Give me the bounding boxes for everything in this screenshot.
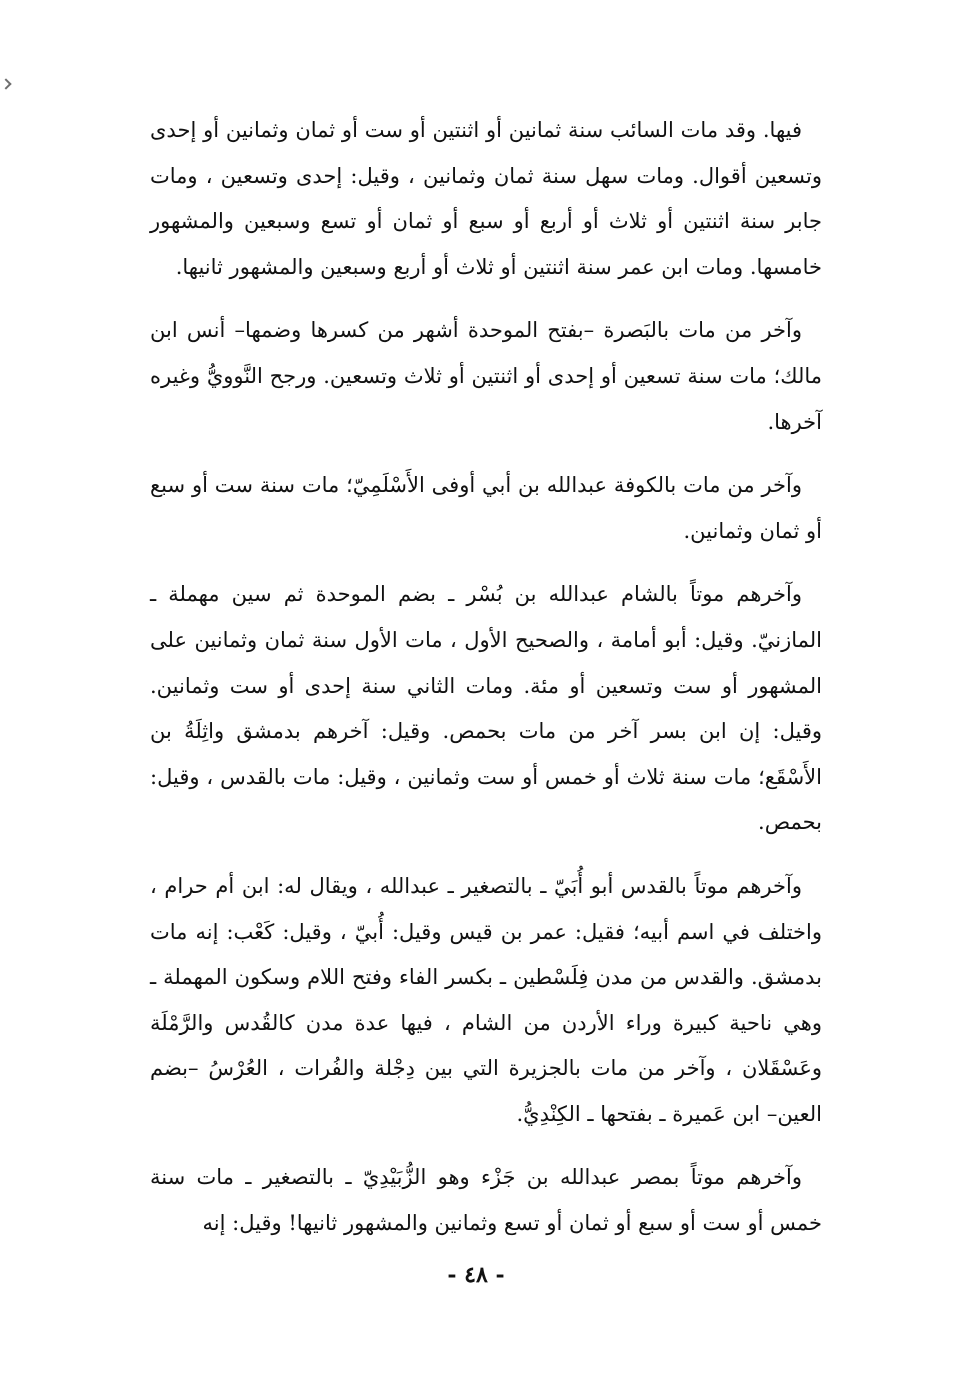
paragraph-1: فيها. وقد مات السائب سنة ثمانين أو اثنتين أو ست أو ثمان وثمانين أو إحدى وتسعين أقوال. ومات سهل سنة ثمان وثمانين ، وقيل: إحدى وتسعين ، ومات جابر سنة اثنتين أو ثلاث أو أربع أو سبع أو ثمان أو تسع وسبعين والمشهور خامسها. ومات ابن عمر سنة اثنتين أو ثلاث أو أربع وسبعين والمشهور ثانيها. — [150, 118, 822, 279]
paragraph-2: وآخر من مات بالبَصرة –بفتح الموحدة أشهر من كسرها وضمها– أنس ابن مالك؛ مات سنة تسعين أو إحدى أو اثنتين أو ثلاث وتسعين. ورجح النَّوويُّ وغيره آخرها. — [150, 318, 822, 434]
paragraph-5: وآخرهم موتاً بالقدس أبو أُبَيّ ـ بالتصغير ـ عبدالله ، ويقال له: ابن أم حرام ، واختلف في اسم أبيه؛ فقيل: عمر بن قيس وقيل: أُبيّ ، وقيل: كَعْب: إنه مات بدمشق. والقدس من مدن فِلَسْطين ـ بكسر الفاء وفتح اللام وسكون المهملة ـ وهي ناحية كبيرة وراء الأردن من الشام ، فيها عدة مدن كالقُدس والرَّمْلَة وعَسْقَلان ، وآخر من مات بالجزيرة التي بين دِجْلة والفُرات ، العُرْسُ –بضم العين– ابن عَميرة ـ بفتحها ـ الكِنْدِيُّ. — [150, 873, 822, 1126]
paragraph-6: وآخرهم موتاً بمصر عبدالله بن جَزْء وهو الزُّبَيْدِيّ ـ بالتصغير ـ مات سنة خمس أو ست أو سبع أو ثمان أو تسع وثمانين والمشهور ثانيها! وقيل: إنه — [150, 1165, 822, 1236]
paragraph-3: وآخر من مات بالكوفة عبدالله بن أبي أوفى الأَسْلَمِيّ؛ مات سنة ست أو سبع أو ثمان وثمانين. — [150, 473, 822, 543]
main-text — [150, 108, 822, 1265]
margin-mark — [0, 78, 11, 89]
paragraph-4: وآخرهم موتاً بالشام عبدالله بن بُسْر ـ بضم الموحدة ثم سين مهملة ـ المازنيّ. وقيل: أبو أمامة ، والصحيح الأول ، مات الأول سنة ثمان وثمانين على المشهور أو ست وتسعين أو مئة. ومات الثاني سنة إحدى أو ست وثمانين. وقيل: إن ابن بسر آخر من مات بحمص. وقيل: آخرهم بدمشق واثِلَةُ بن الأَسْقَع؛ مات سنة ثلاث أو خمس أو ست وثمانين ، وقيل: مات بالقدس ، وقيل: بحمص. — [150, 582, 822, 835]
page-number: - ٤٨ - — [447, 1262, 505, 1288]
